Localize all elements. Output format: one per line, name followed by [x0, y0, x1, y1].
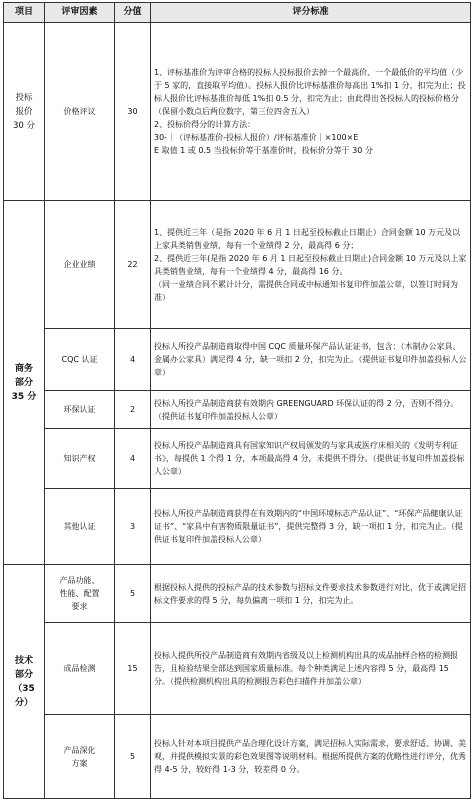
score-cell: 30 [115, 23, 151, 201]
standard-cell [151, 329, 471, 391]
section-title-line: 部分 [14, 669, 33, 680]
score-cell: 22 [115, 201, 151, 329]
standard-text: 投标人所投产品制造商取得中国 CQC 质量环保产品认证证书，包含：（木制办公家具、金属办公家具）满足得 4 分，缺一项扣 2 分，扣完为止。（提供证书复印件加盖投标人公章） [154, 342, 467, 377]
standard-text: 1、评标基准价为评审合格的投标人投标报价去掉一个最高价、一个最低价的平均值（少于 5 家的，直接取平均值）。投标人报价比评标基准价每高出 1%扣 1 分，扣完为止；投标人报价比评标基准价每低 1%扣 0.5 分，扣完为止；由此得出各投标人的投标价格分（保留小数点后两位数字，第三位四舍五入） [154, 68, 466, 116]
header-factor: 评审因素 [45, 3, 115, 23]
standard-cell [151, 429, 471, 489]
score-cell: 4 [115, 429, 151, 489]
table-row [4, 623, 471, 715]
factor-cell [45, 565, 115, 623]
header-row [4, 3, 471, 23]
standard-cell [151, 201, 471, 329]
scoring-table [3, 2, 471, 799]
factor-cell: 知识产权 [45, 429, 115, 489]
factor-line: 产品功能、 [59, 576, 100, 585]
standard-text: 1、提供近三年（是指 2020 年 6 月 1 日起至投标截止日期止）合同金额 10 万元及以上家具类销售业绩，每有一个业绩得 2 分，最高得 6 分； [154, 227, 461, 250]
table-row [4, 429, 471, 489]
standard-cell [151, 23, 471, 201]
standard-text: 根据投标人提供的投标产品的技术参数与招标文件要求技术参数进行对比，优于或满足招标文件要求的得 5 分，每负偏离一项扣 1 分，扣完为止。 [154, 582, 466, 605]
factor-line: 方案 [71, 758, 88, 768]
standard-text: 投标人所投产品制造商获有效期内 GREENGUARD 环保认证的得 2 分，否则不得分。（提供证书复印件加盖投标人公章） [154, 398, 459, 421]
standard-text: 投标人所投产品制造商具有国家知识产权局颁发的与家具或医疗床相关的《发明专利证书》，每提供 1 个得 1 分，本项最高得 4 分，未提供不得分。（提供证书复印件加盖投标人公章） [154, 441, 465, 476]
factor-cell: 企业业绩 [45, 201, 115, 329]
section-title-line: 报价 [15, 106, 33, 117]
factor-cell [45, 715, 115, 799]
table-row [4, 201, 471, 329]
section-title-line: 30 分 [12, 120, 36, 131]
standard-text: 2、提供近三年(是指 2020 年 6 月 1 日起至投标截止日期止)合同金额 10 万元及以上家具类销售业绩，每有一个业绩得 4 分，最高得 16 分。 [154, 253, 467, 276]
header-standard: 评分标准 [151, 3, 471, 23]
section-title-technical [4, 565, 45, 799]
factor-line: 要求 [71, 602, 88, 611]
section-title-line: 技术 [14, 655, 33, 666]
table-row [4, 565, 471, 623]
table-row [4, 715, 471, 799]
table-row [4, 489, 471, 565]
section-title-line: 商务 [14, 363, 33, 374]
score-cell: 3 [115, 489, 151, 565]
section-title-line: （35 [13, 683, 35, 694]
section-title-price [4, 23, 45, 201]
factor-line: 产品深化 [63, 745, 96, 755]
score-cell: 15 [115, 623, 151, 715]
standard-text: 30-｜（评标基准价-投标人报价）/评标基准价｜×100×E [154, 133, 359, 142]
header-score: 分值 [115, 3, 151, 23]
table-row [4, 329, 471, 391]
factor-cell: 环保认证 [45, 391, 115, 429]
header-item: 项目 [4, 3, 45, 23]
standard-text: 投标人针对本项目提供产品合理化设计方案，满足招标人实际需求，要求舒适、协调、美观，并提供模拟实景的彩色效果图等说明材料。根据所提供方案的优略性进行评分，优秀得 4-5 分，较好得 1-3 分，较差得 0 分。 [154, 739, 466, 774]
score-cell: 4 [115, 329, 151, 391]
standard-text: E 取值 1 或 0.5 当投标价等于基准价时，投标价分等于 30 分 [154, 146, 373, 155]
section-title-line: 投标 [15, 92, 33, 103]
table-row [4, 23, 471, 201]
section-title-business [4, 201, 45, 565]
section-title-line: 分） [14, 697, 33, 708]
standard-cell [151, 565, 471, 623]
score-cell: 5 [115, 565, 151, 623]
standard-cell [151, 715, 471, 799]
standard-cell [151, 391, 471, 429]
score-cell: 2 [115, 391, 151, 429]
factor-cell: CQC 认证 [45, 329, 115, 391]
standard-cell [151, 623, 471, 715]
factor-cell: 价格评议 [45, 23, 115, 201]
section-title-line: 35 分 [11, 391, 37, 402]
standard-cell [151, 489, 471, 565]
section-title-line: 部分 [14, 377, 33, 388]
standard-text: 投标人所投产品制造商获得在有效期内的“中国环境标志产品认证”、“环保产品健康认证证书”、“家具中有害物质限量证书”，提供完整得 3 分，缺一项扣 1 分，扣完为止。（提供证书复印件加盖投标人公章） [154, 509, 463, 544]
factor-line: 性能、配置 [59, 589, 100, 598]
standard-text: （同一业绩合同不累计计分，需提供合同或中标通知书复印件加盖公章，以签订时间为准） [154, 279, 458, 302]
score-cell: 5 [115, 715, 151, 799]
table-row [4, 391, 471, 429]
factor-cell: 成品检测 [45, 623, 115, 715]
standard-text: 投标人提供所投产品制造商有效期内省级及以上检测机构出具的成品抽样合格的检测报告，且检验结果全部达到国家质量标准。每个种类满足上述内容得 5 分，最高得 15 分。（提供检测机构出具的检测报告彩色扫描件并加盖公章） [154, 651, 458, 686]
standard-text: 2、投标价得分的计算方法： [154, 120, 256, 129]
factor-cell: 其他认证 [45, 489, 115, 565]
